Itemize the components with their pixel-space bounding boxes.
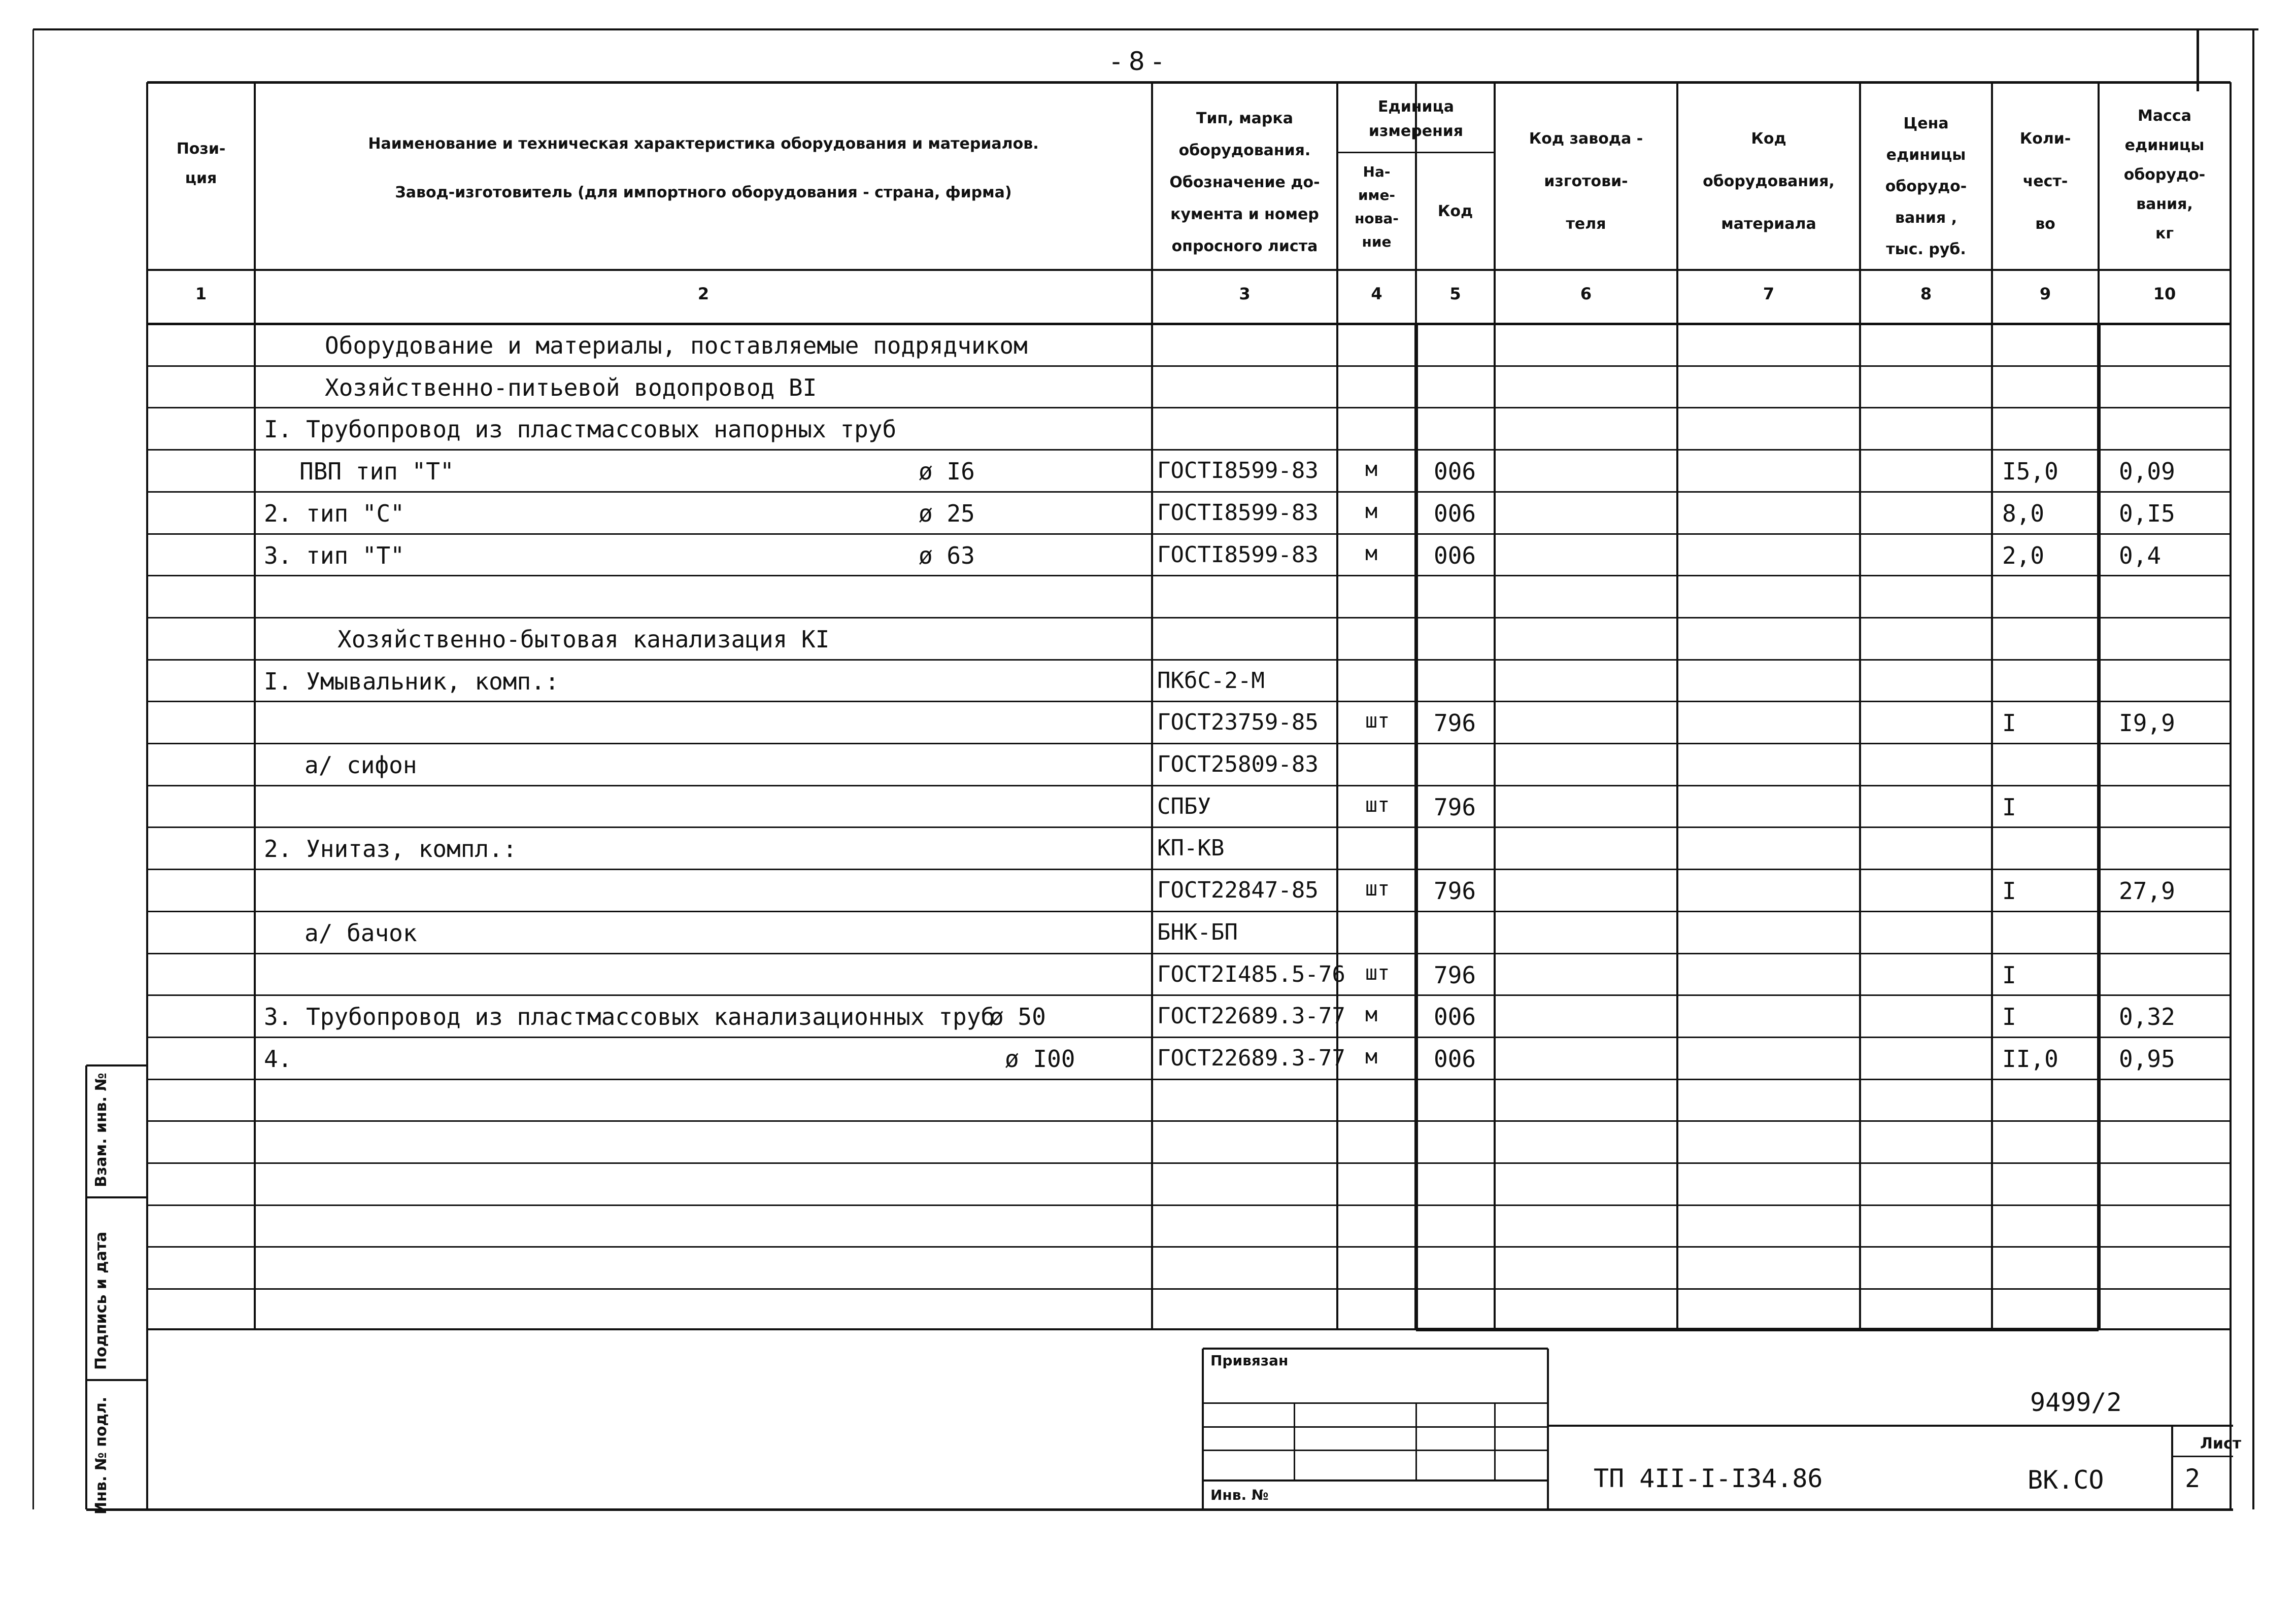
title-line: [1203, 1426, 1548, 1428]
title-doc-code: 9499/2: [2030, 1388, 2122, 1417]
header-unit-code-line: Код: [1437, 202, 1473, 220]
header-plant-code-line: изготови-: [1544, 173, 1628, 190]
row-line: [147, 994, 2231, 996]
row-unit: шт: [1365, 794, 1390, 817]
header-type-line: оборудования.: [1178, 142, 1311, 159]
title-line: [1548, 1425, 2233, 1427]
title-line: [1202, 1349, 1204, 1509]
row-code: 006: [1434, 542, 1476, 569]
column-line: [1991, 82, 1993, 1329]
title-line: [1203, 1479, 1548, 1482]
header-unit-name-line: ние: [1362, 233, 1392, 250]
header-unit-name-line: На-: [1363, 163, 1391, 180]
row-name: 2. Унитаз, компл.:: [264, 835, 517, 863]
row-document: ГОСТ25809-83: [1157, 751, 1319, 777]
row-quantity: I: [2002, 794, 2016, 821]
title-line: [2172, 1456, 2233, 1457]
row-code: 006: [1434, 1003, 1476, 1030]
header-plant-code-line: теля: [1566, 215, 1606, 233]
column-number: 5: [1449, 284, 1461, 303]
row-name: Хозяйственно-питьевой водопровод ВI: [325, 374, 817, 401]
column-number: 6: [1580, 284, 1592, 303]
row-line: [147, 1120, 2231, 1122]
row-quantity: II,0: [2002, 1045, 2058, 1073]
row-name: Оборудование и материалы, поставляемые подрядчиком: [325, 332, 1028, 359]
header-quantity-line: во: [2035, 215, 2055, 233]
title-line: [2171, 1426, 2173, 1509]
row-line: [147, 701, 2231, 702]
row-line: [147, 575, 2231, 576]
header-equip-code-line: материала: [1721, 215, 1816, 233]
row-unit: шт: [1365, 877, 1390, 901]
row-document: ПКбС-2-М: [1157, 668, 1265, 694]
row-unit: м: [1365, 500, 1378, 523]
row-line: [147, 1204, 2231, 1206]
header-price-line: Цена: [1903, 115, 1949, 132]
bottom-border: [86, 1508, 2233, 1511]
row-name: а/ бачок: [305, 919, 417, 947]
column-number: 9: [2039, 284, 2051, 303]
row-diameter: ø 50: [990, 1003, 1046, 1030]
row-name: I. Умывальник, комп.:: [264, 668, 559, 695]
row-code: 796: [1434, 877, 1476, 905]
row-line: [147, 785, 2231, 786]
header-price-line: вания ,: [1895, 209, 1957, 227]
title-line: [1547, 1349, 1549, 1509]
row-unit: м: [1365, 1003, 1378, 1026]
row-document: ГОСТ2I485.5-76: [1157, 961, 1345, 987]
row-line: [147, 659, 2231, 661]
title-mark: ВК.СО: [2028, 1465, 2104, 1495]
column-line: [1151, 82, 1153, 1329]
row-quantity: I: [2002, 877, 2016, 905]
row-diameter: ø 25: [919, 500, 975, 527]
header-position-line: Пози-: [176, 140, 226, 158]
column-number: 2: [697, 284, 710, 303]
row-name: а/ сифон: [305, 751, 417, 779]
column-number: 7: [1763, 284, 1775, 303]
row-mass: 0,I5: [2119, 500, 2175, 527]
row-line: [147, 617, 2231, 618]
header-mass-line: оборудо-: [2123, 166, 2206, 184]
row-line: [147, 407, 2231, 408]
row-line: [147, 533, 2231, 535]
column-number: 8: [1920, 284, 1932, 303]
header-name-line: Наименование и техническая характеристика оборудования и материалов.: [368, 135, 1039, 153]
row-document: ГОСТ23759-85: [1157, 709, 1319, 735]
stamp-inv-podl: Инв. № подл.: [92, 1396, 110, 1514]
stamp-sep: [86, 1379, 147, 1381]
header-quantity-line: Коли-: [2019, 130, 2071, 148]
title-sheet-number: 2: [2185, 1464, 2201, 1493]
row-name: ПВП тип "Т": [299, 458, 454, 485]
row-document: БНК-БП: [1157, 919, 1238, 945]
header-price-line: тыс. руб.: [1886, 240, 1966, 258]
header-quantity-line: чест-: [2022, 173, 2068, 190]
row-quantity: I5,0: [2002, 458, 2058, 485]
header-mass-line: единицы: [2124, 136, 2205, 154]
row-document: ГОСТI8599-83: [1157, 500, 1319, 526]
table-top: [147, 81, 2231, 84]
header-unit-name-line: име-: [1358, 187, 1396, 203]
column-number: 10: [2153, 284, 2176, 303]
row-line: [147, 1288, 2231, 1290]
row-document: КП-КВ: [1157, 835, 1225, 861]
row-name: Хозяйственно-бытовая канализация КI: [337, 626, 830, 653]
row-code: 006: [1434, 1045, 1476, 1073]
header-type-line: Обозначение до-: [1169, 174, 1320, 191]
title-inv-no: Инв. №: [1210, 1487, 1269, 1503]
row-unit: м: [1365, 458, 1378, 481]
top-border: [33, 28, 2258, 30]
stamp-signature-date: Подпись и дата: [92, 1231, 110, 1370]
header-mass-line: кг: [2155, 225, 2174, 243]
row-diameter: ø 63: [919, 542, 975, 569]
row-name: 2. тип "С": [264, 500, 404, 527]
row-unit: шт: [1365, 709, 1390, 733]
page-number: - 8 -: [1111, 47, 1162, 76]
header-bottom: [147, 269, 2231, 271]
header-type-line: кумента и номер: [1170, 205, 1319, 223]
row-line: [147, 1246, 2231, 1248]
left-border: [32, 29, 34, 1509]
row-name: 3. тип "Т": [264, 542, 404, 569]
column-number: 4: [1371, 284, 1382, 303]
column-line: [1859, 82, 1861, 1329]
header-unit-name-line: нова-: [1355, 210, 1399, 227]
title-project: ТП 4II-I-I34.86: [1594, 1464, 1823, 1493]
row-line: [147, 869, 2231, 870]
row-document: ГОСТ22689.3-77: [1157, 1045, 1345, 1071]
row-mass: 0,4: [2119, 542, 2162, 569]
title-sheet-label: Лист: [2200, 1435, 2242, 1453]
row-name: 3. Трубопровод из пластмассовых канализационных труб: [264, 1003, 995, 1030]
row-line: [147, 827, 2231, 828]
row-line: [147, 1037, 2231, 1038]
header-type-line: Тип, марка: [1196, 110, 1293, 127]
header-price-line: оборудо-: [1885, 178, 1967, 195]
right-border: [2252, 29, 2254, 1509]
column-line: [1336, 82, 1338, 1329]
stamp-top: [86, 1064, 147, 1066]
row-quantity: I: [2002, 961, 2016, 989]
row-diameter: ø I00: [1005, 1045, 1075, 1073]
title-line: [1203, 1450, 1548, 1451]
row-line: [147, 953, 2231, 954]
header-price-line: единицы: [1886, 146, 1966, 164]
column-line: [1494, 82, 1496, 1329]
header-equip-code-line: Код: [1751, 130, 1786, 148]
header-unit-line: измерения: [1368, 122, 1464, 140]
column-number: 3: [1239, 284, 1251, 303]
row-document: ГОСТI8599-83: [1157, 458, 1319, 484]
row-code: 796: [1434, 961, 1476, 989]
row-line: [147, 911, 2231, 912]
header-unit-line: Единица: [1378, 98, 1454, 116]
title-line: [1415, 1403, 1417, 1481]
header-equip-code-line: оборудования,: [1703, 173, 1835, 190]
row-quantity: 8,0: [2002, 500, 2045, 527]
title-line: [1294, 1403, 1295, 1481]
stamp-sep: [86, 1196, 147, 1198]
title-line: [1494, 1403, 1496, 1481]
title-line: [1203, 1348, 1548, 1350]
stamp-vzam-inv: Взам. инв. №: [92, 1073, 110, 1187]
row-line: [147, 1162, 2231, 1164]
stamp-left: [85, 1065, 87, 1509]
row-unit: м: [1365, 542, 1378, 565]
header-position-line: ция: [185, 169, 217, 187]
row-code: 006: [1434, 458, 1476, 485]
row-document: ГОСТI8599-83: [1157, 542, 1319, 568]
row-name: 4.: [264, 1045, 292, 1073]
column-number: 1: [195, 284, 207, 303]
row-quantity: 2,0: [2002, 542, 2045, 569]
title-line: [1203, 1402, 1548, 1404]
row-document: СПБУ: [1157, 794, 1211, 819]
header-plant-code-line: Код завода -: [1529, 130, 1643, 148]
row-quantity: I: [2002, 1003, 2016, 1030]
row-mass: 0,09: [2119, 458, 2175, 485]
row-quantity: I: [2002, 709, 2016, 737]
header-type-line: опросного листа: [1171, 237, 1318, 255]
numbers-bottom: [147, 323, 2231, 325]
header-mass-line: Масса: [2138, 107, 2191, 125]
row-mass: 0,32: [2119, 1003, 2175, 1030]
table-bottom: [147, 1328, 2231, 1330]
row-code: 006: [1434, 500, 1476, 527]
row-diameter: ø I6: [919, 458, 975, 485]
title-privyazan: Привязан: [1210, 1352, 1289, 1369]
row-line: [147, 1079, 2231, 1080]
row-document: ГОСТ22689.3-77: [1157, 1003, 1345, 1029]
row-name: I. Трубопровод из пластмассовых напорных труб: [264, 416, 897, 443]
header-mass-line: вания,: [2136, 195, 2193, 213]
row-document: ГОСТ22847-85: [1157, 877, 1319, 903]
header-name-line: Завод-изготовитель (для импортного оборудования - страна, фирма): [395, 184, 1012, 201]
row-mass: 0,95: [2119, 1045, 2175, 1073]
unit-subheader-line: [1337, 152, 1495, 153]
row-unit: м: [1365, 1045, 1378, 1069]
row-line: [147, 491, 2231, 493]
row-line: [147, 365, 2231, 367]
row-mass: 27,9: [2119, 877, 2175, 905]
column-line: [254, 82, 256, 1329]
row-mass: I9,9: [2119, 709, 2175, 737]
row-code: 796: [1434, 794, 1476, 821]
row-line: [147, 449, 2231, 451]
row-line: [147, 743, 2231, 744]
row-code: 796: [1434, 709, 1476, 737]
row-unit: шт: [1365, 961, 1390, 985]
column-line: [1676, 82, 1678, 1329]
